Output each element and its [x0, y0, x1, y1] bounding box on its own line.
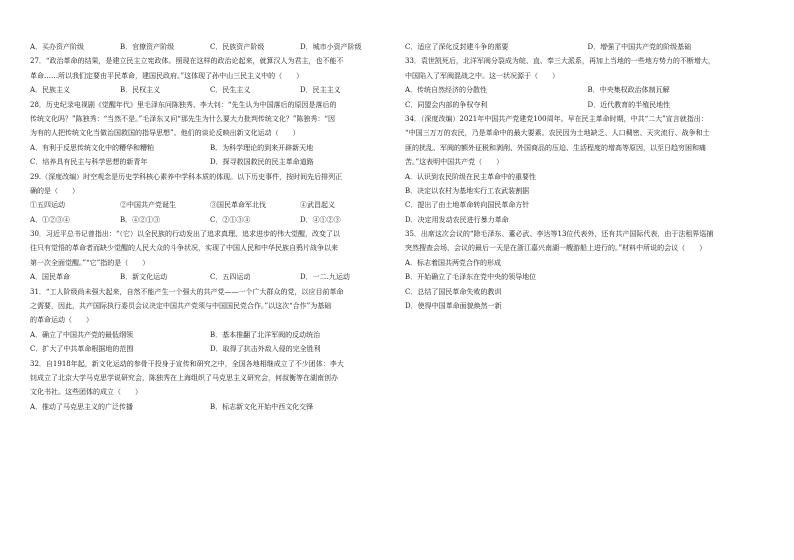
q32-stem-line: 32．自1918年起，新文化运动的参骨干投身于宣传和研究之中，全国各地相继成立了不少团体：李大	[30, 359, 344, 368]
option-a[interactable]: A．确立了中国共产党的最低纲领	[30, 330, 134, 339]
option-b[interactable]: B．中央集权政治体制瓦解	[587, 86, 670, 95]
q27-stem-line: 27．“政治革命的结果，是建立民主立宪政体。照现在这样的政治论起来，就算汉人为君主，也不能不	[30, 57, 344, 66]
option-d[interactable]: D．决定用发动农民进行暴力革命	[405, 215, 509, 224]
q27-options	[30, 83, 390, 97]
option-c[interactable]: C．五四运动	[210, 273, 251, 282]
option-b[interactable]: B．决定以农村为基地实行工农武装割据	[405, 186, 530, 195]
q34-stem-line: 苦。”这表明中国共产党（ ）	[405, 158, 504, 167]
option-c[interactable]: C．民族资产阶级	[210, 43, 265, 51]
item-3: ③国民革命军北伐	[210, 201, 266, 210]
q31-stem-line: 之需要，因此，共产国际执行委员会议决定中国共产党须与中国国民党合作。”以这次“合作”为基础	[30, 302, 332, 311]
q30-stem-line: 第一次全面觉醒。”“它”指的是（ ）	[30, 258, 150, 267]
item-4: ④武昌起义	[300, 201, 335, 210]
q29-stem-line: 确的是（ ）	[30, 186, 79, 195]
option-c[interactable]: C．民生主义	[210, 86, 251, 95]
q32-stem-line: 文化书社。这些团体的成立（ ）	[30, 388, 142, 397]
option-a[interactable]: A．传统自然经济的分散性	[405, 86, 488, 95]
option-c[interactable]: C．培养具有民主与科学思想的新青年	[30, 158, 148, 167]
option-d[interactable]: D．使得中国革命面貌焕然一新	[405, 302, 502, 311]
q33-options-row	[405, 83, 770, 97]
q28-options-row	[30, 141, 390, 155]
q31-options-row	[30, 328, 390, 342]
q31-stem-line: 31．“工人阶级尚未强大起来，自然不能产生一个强大的共产党——一个广大群众的党，以应目前革命	[30, 287, 344, 296]
option-b[interactable]: B．④②①③	[120, 215, 161, 224]
item-2: ②中国共产党诞生	[120, 201, 176, 210]
option-a[interactable]: A．①②③④	[30, 215, 71, 224]
option-b[interactable]: B．基本推翻了北洋军阀的反动统治	[210, 330, 321, 339]
option-d[interactable]: D．④①②③	[300, 215, 341, 224]
option-c[interactable]: C．同盟会内部的争权夺利	[405, 100, 488, 109]
option-d[interactable]: D．探寻救国救民的民主革命道路	[210, 158, 314, 167]
option-b[interactable]: B．开始确立了毛泽东在党中央的领导地位	[405, 273, 537, 282]
q31-options-row	[30, 342, 390, 356]
q35-stem-line: 35．出席这次会议的“除毛泽东、董必武、李达等13位代表外，还有共产国际代表，由于法租界巡捕	[405, 230, 714, 239]
q34-stem-line: 匪的扰乱、军阀的额外征税和剥削、外国商品的压迫、生活程度的增高等原因，以至日趋穷困和痛	[405, 143, 706, 152]
option-c[interactable]: C．扩大了中共革命根据地的范围	[30, 345, 134, 354]
q28-stem-line: 为有的人把传统文化当做治国救国的指导思想”。他们的谈论反映出新文化运动（ ）	[30, 129, 300, 138]
option-a[interactable]: A．买办资产阶级	[30, 43, 85, 51]
option-d[interactable]: D．增强了中国共产党的阶级基础	[587, 43, 692, 51]
option-d[interactable]: D．近代教育的半殖民地性	[587, 100, 671, 109]
q31-stem-line: 的革命运动（ ）	[30, 316, 93, 325]
q30-stem-line: 往只有觉悟的革命者而缺少觉醒的人民大众的斗争状况，实现了中国人民和中华民族自鸦片战争以来	[30, 244, 338, 253]
q28-stem-line: 传统文化吗？”陈独秀：“当然不是。”毛泽东又问“那先生为什么要大力批判传统文化？”陈独秀：“因	[30, 114, 335, 123]
q30-stem-line: 30．习近平总书记曾指出：“（它）以全民族的行动发出了追求真理、追求进步的伟大觉醒，改变了以	[30, 230, 340, 239]
q33-options-row	[405, 98, 770, 112]
option-c[interactable]: C．适应了深化反封建斗争的需要	[405, 43, 509, 51]
q28-options-row	[30, 155, 390, 169]
q30-options	[30, 270, 390, 284]
option-b[interactable]: B．为科学理论的到来开辟新天地	[210, 143, 314, 152]
q29-options	[30, 213, 390, 227]
q33-stem-line: 33．袁世凯死后，北洋军阀分裂成为皖、直、奉三大派系，再加上当地的一些地方势力的不断增大，	[405, 57, 715, 66]
option-a[interactable]: A．标志着国共两党合作的形成	[405, 258, 502, 267]
option-b[interactable]: B．官僚资产阶级	[120, 43, 175, 51]
q29-items	[30, 198, 390, 212]
item-1: ①五四运动	[30, 201, 65, 210]
option-d[interactable]: D．取得了抗击外敌入侵的完全胜利	[210, 345, 321, 354]
right-column	[405, 40, 770, 313]
q34-stem-line: 34．（深度改编）2021年中国共产党建党100周年。早在民主革命时期，中共“二大”宣言就指出：	[405, 114, 708, 123]
option-a[interactable]: A．国民革命	[30, 273, 71, 282]
option-d[interactable]: D．民主主义	[300, 86, 341, 95]
q35-stem-line: 突然搜查会场，会议的最后一天是在浙江嘉兴南湖一艘游船上进行的。”材料中所说的会议（ ）	[405, 244, 707, 253]
option-a[interactable]: A．推动了马克思主义的广泛传播	[30, 402, 134, 411]
option-a[interactable]: A．有利于反思传统文化中的糟华和糟粕	[30, 143, 155, 152]
q32-options-row	[405, 40, 770, 54]
left-column	[30, 40, 390, 414]
option-d[interactable]: D．城市小资产阶级	[300, 43, 362, 51]
option-c[interactable]: C．总结了国民革命失败的教训	[405, 287, 502, 296]
q33-stem-line: 中国陷入了军阀混战之中。这一状况源于（ ）	[405, 71, 559, 80]
option-a[interactable]: A．民族主义	[30, 86, 71, 95]
option-b[interactable]: B．标志新文化开始中西文化交锋	[210, 402, 314, 411]
q27-stem-line: 革命……所以我们定要由平民革命，建国民政府。”这体现了孙中山三民主义中的（ ）	[30, 71, 304, 80]
q26-options	[30, 40, 390, 54]
q29-stem-line: 29.（深度改编）时空观念是历史学科核心素养中学科本质的体现。以下历史事件，按时间先后排列正	[30, 172, 343, 181]
q28-stem-line: 28．历史纪录电视剧《觉醒年代》里毛泽东问陈独秀、李大钊：“先生认为中国落后的原因是落后的	[30, 100, 337, 109]
option-c[interactable]: C．②①③④	[210, 215, 251, 224]
q32-stem-line: 钊成立了北京大学马克思学说研究会，陈独秀在上海组织了马克思主义研究会，何叔衡等在湖南创办	[30, 373, 338, 382]
option-b[interactable]: B．民权主义	[120, 86, 161, 95]
option-d[interactable]: D．一二.九运动	[300, 273, 350, 282]
option-b[interactable]: B．新文化运动	[120, 273, 168, 282]
option-a[interactable]: A．认识到农民阶级在民主革命中的重要性	[405, 172, 537, 181]
q34-stem-line: “中国三万万的农民，乃是革命中的最大要素。农民因为土地缺乏、人口稠密、天灾流行、战争和土	[405, 129, 710, 138]
q32-options-row	[30, 400, 390, 414]
option-c[interactable]: C．提出了由土地革命转向国民革命方针	[405, 201, 530, 210]
